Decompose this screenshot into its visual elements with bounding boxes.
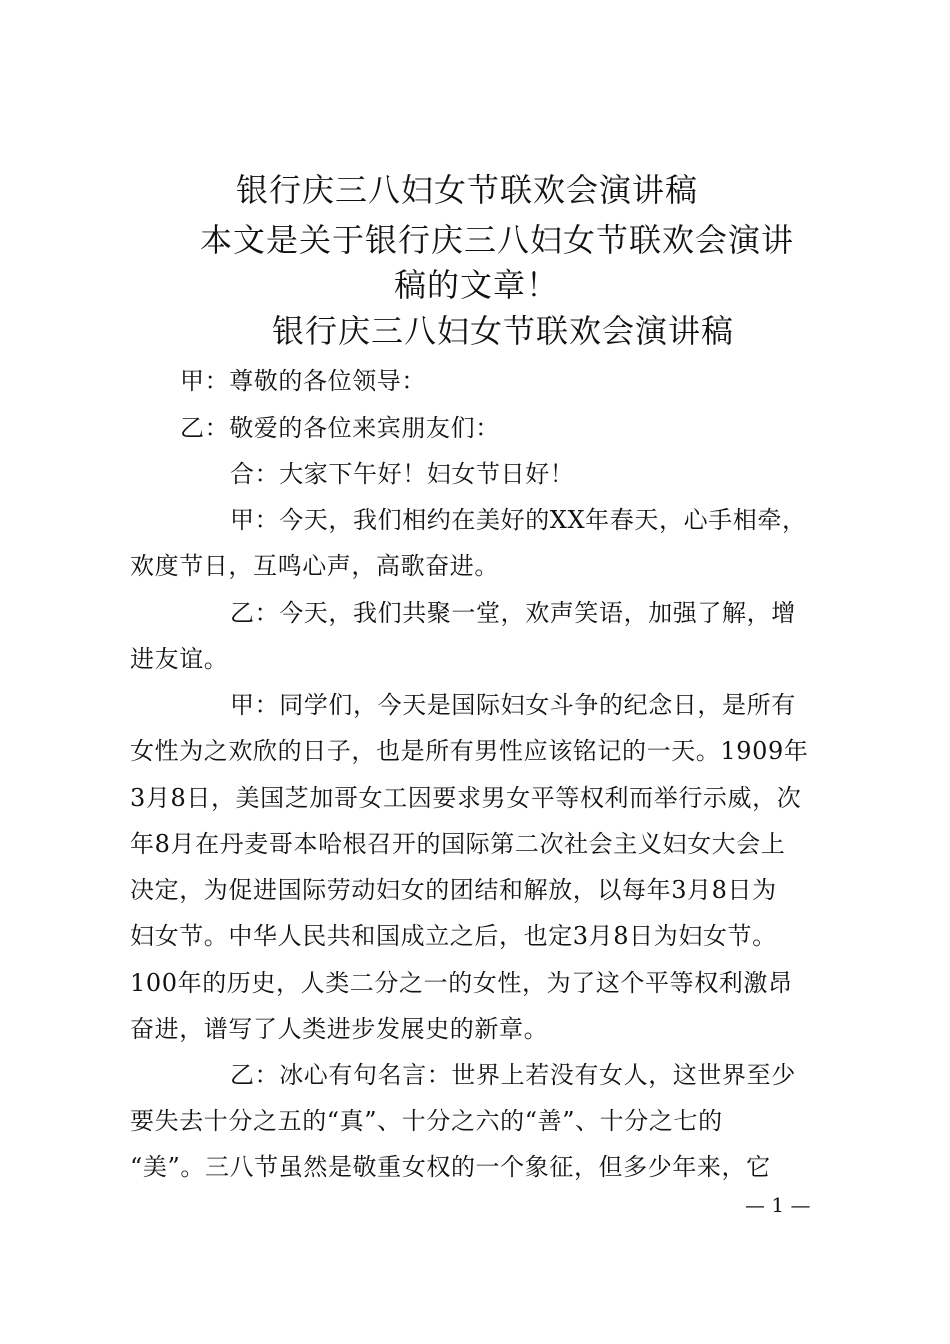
body-line: 年8月在丹麦哥本哈根召开的国际第二次社会主义妇女大会上 xyxy=(130,830,786,858)
body-line: 女性为之欢欣的日子，也是所有男性应该铭记的一天。1909年 xyxy=(130,737,809,765)
body-line: “美”。三八节虽然是敬重女权的一个象征，但多少年来，它 xyxy=(130,1153,771,1181)
body-line: 欢度节日，互鸣心声，高歌奋进。 xyxy=(130,552,499,580)
section-heading: 银行庆三八妇女节联欢会演讲稿 xyxy=(272,312,735,350)
body-line: 要失去十分之五的“真”、十分之六的“善”、十分之七的 xyxy=(130,1107,723,1135)
body-line: 甲：今天，我们相约在美好的XX年春天，心手相牵， xyxy=(230,506,807,534)
body-line: 奋进，谱写了人类进步发展史的新章。 xyxy=(130,1015,549,1043)
body-line: 乙：冰心有句名言：世界上若没有女人，这世界至少 xyxy=(230,1061,796,1089)
subtitle-line-2: 稿的文章！ xyxy=(394,266,560,304)
body-line: 100年的历史，人类二分之一的女性，为了这个平等权利激昂 xyxy=(130,969,793,997)
body-line: 决定，为促进国际劳动妇女的团结和解放，以每年3月8日为 xyxy=(130,876,777,904)
body-line: 进友谊。 xyxy=(130,645,229,673)
body-line: 甲：尊敬的各位领导： xyxy=(180,367,426,395)
body-line: 乙：今天，我们共聚一堂，欢声笑语，加强了解，增 xyxy=(230,599,796,627)
document-title: 银行庆三八妇女节联欢会演讲稿 xyxy=(236,171,699,209)
body-line: 3月8日，美国芝加哥女工因要求男女平等权利而举行示威，次 xyxy=(130,784,802,812)
subtitle-line-1: 本文是关于银行庆三八妇女节联欢会演讲 xyxy=(200,221,795,259)
body-line: 妇女节。中华人民共和国成立之后，也定3月8日为妇女节。 xyxy=(130,922,777,950)
body-line: 乙：敬爱的各位来宾朋友们： xyxy=(180,414,500,442)
body-line: 甲：同学们，今天是国际妇女斗争的纪念日，是所有 xyxy=(230,691,796,719)
body-line: 合：大家下午好！妇女节日好！ xyxy=(230,460,575,488)
page-number: — 1 — xyxy=(745,1193,811,1217)
